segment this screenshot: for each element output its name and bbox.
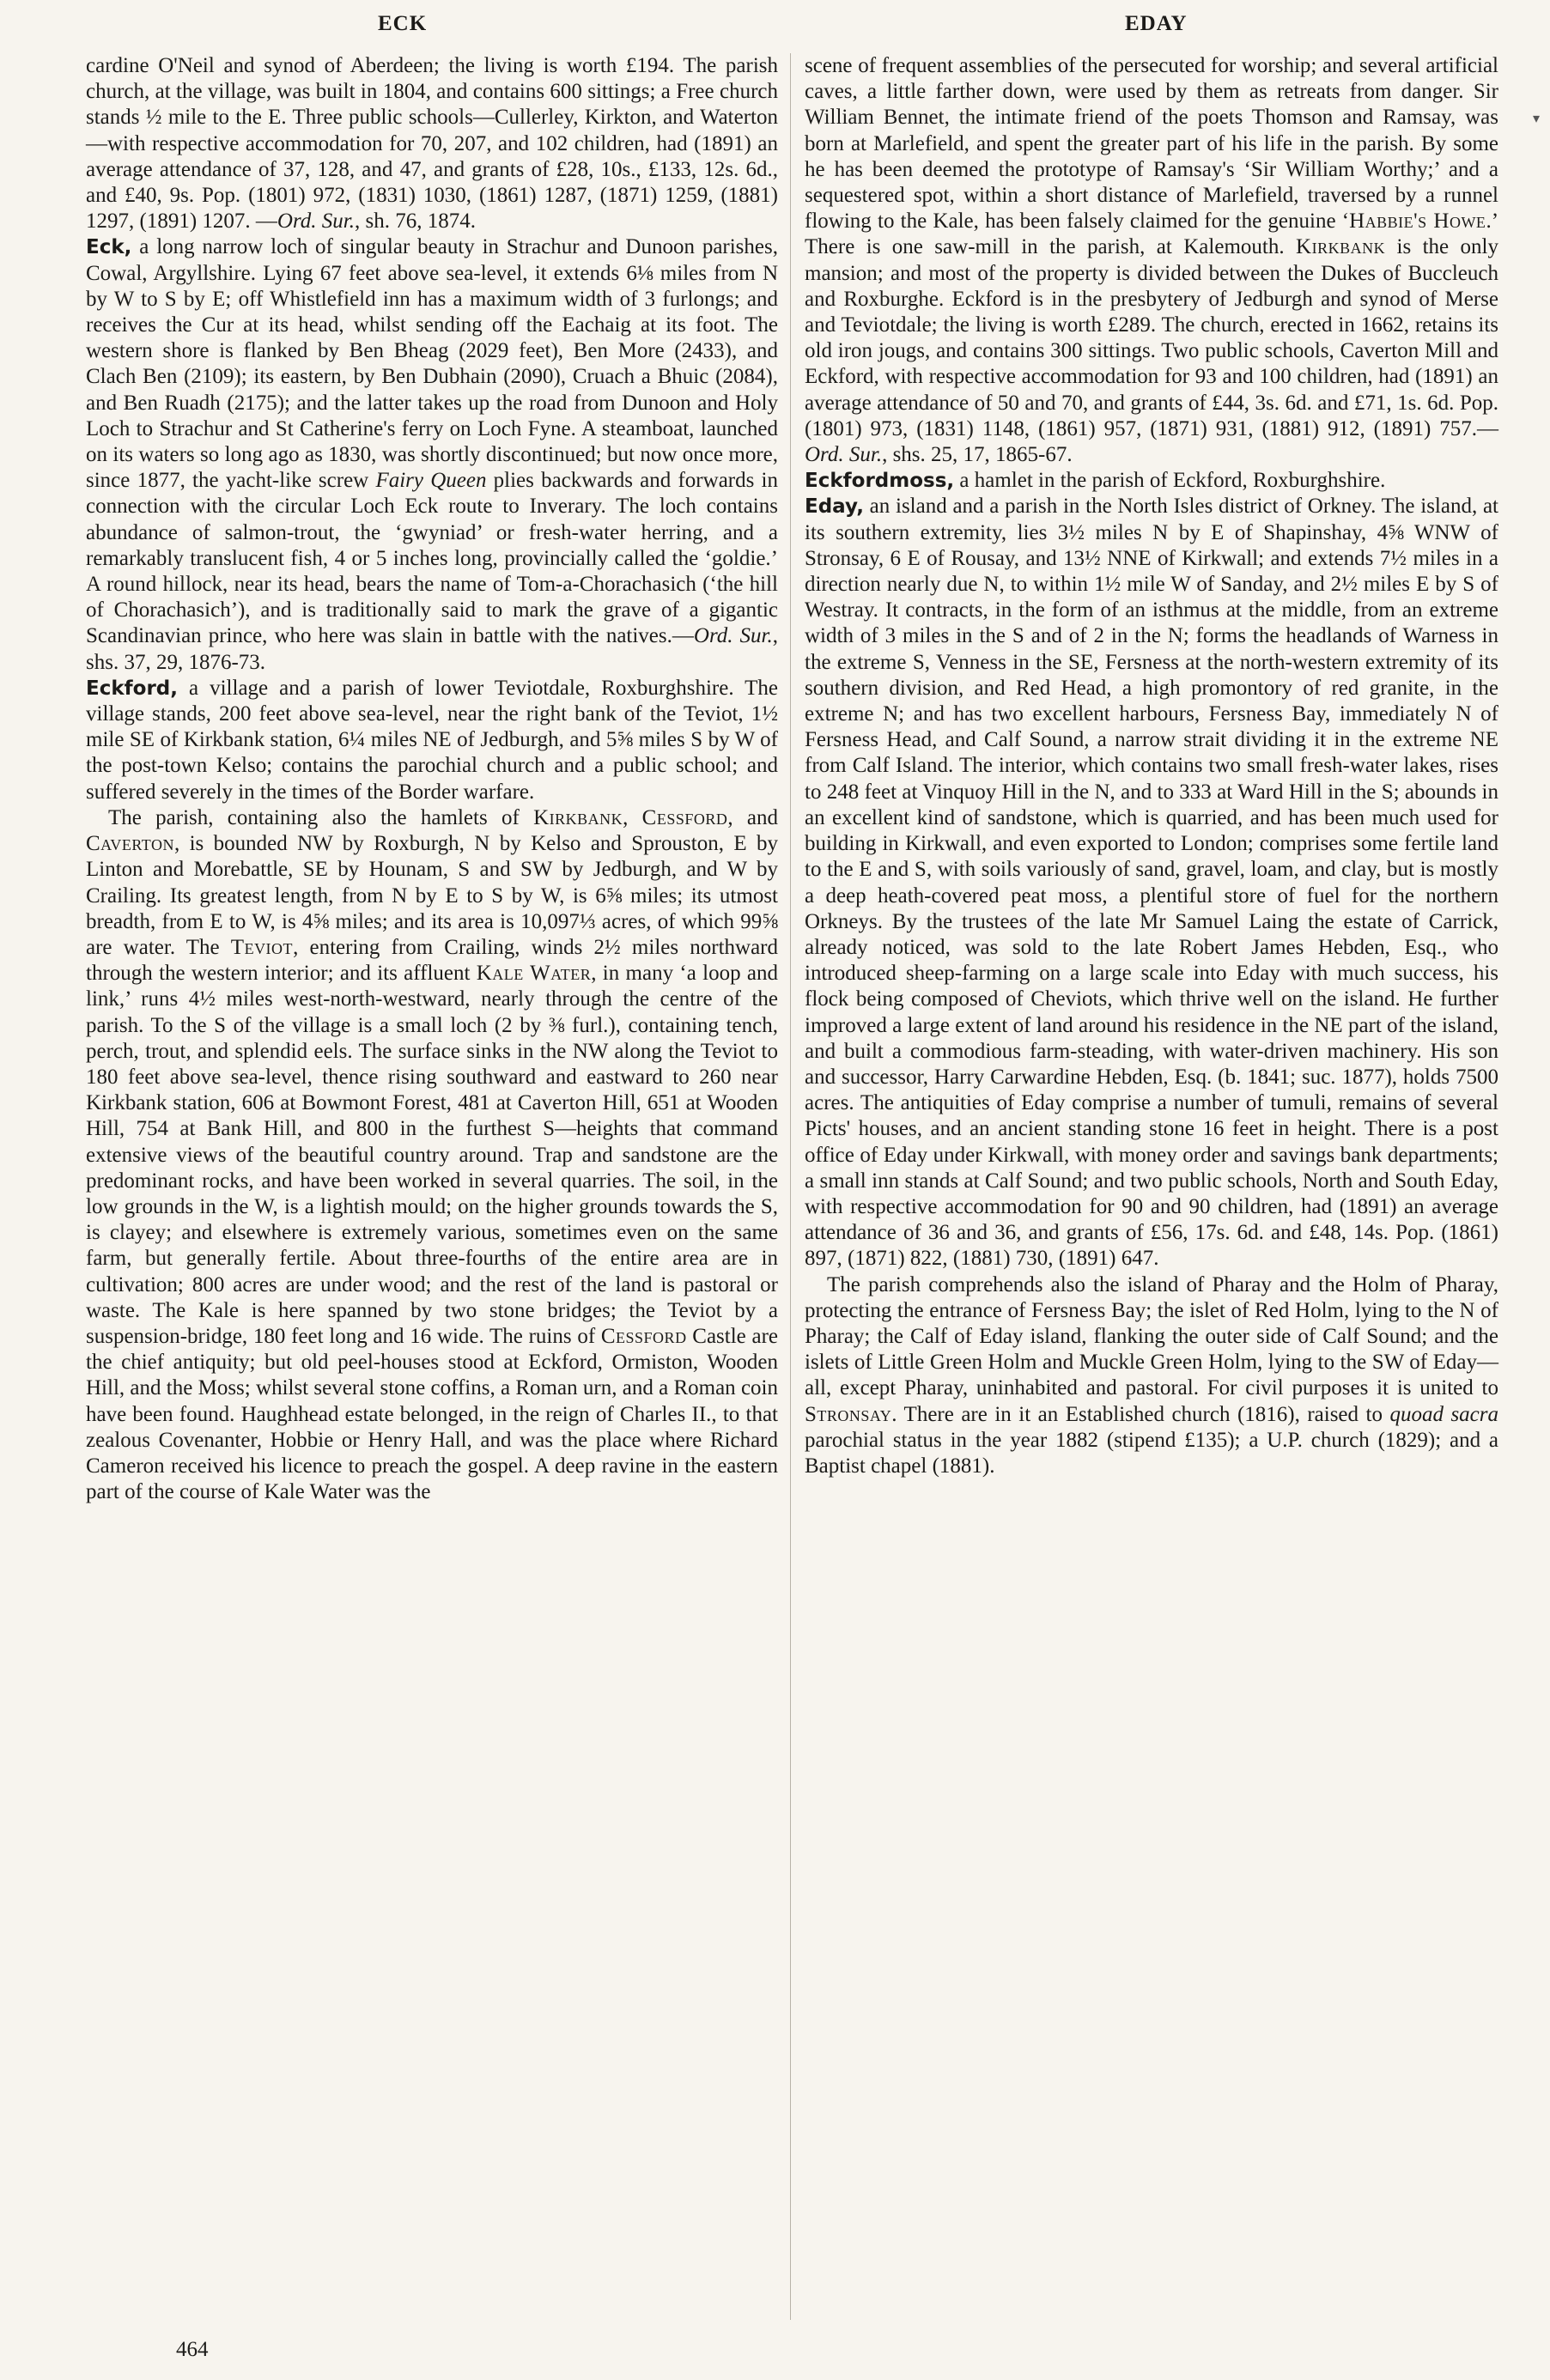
text-run: , and bbox=[727, 805, 778, 829]
headword-eday: Eday, bbox=[805, 495, 864, 519]
text-run: plies backwards and forwards in connection with the circular Loch Eck route to Inverary. The loch contains abundance of salmon-trout, the ‘gwyniad’ or fresh-water herring, and a remarkably translucent fish, 4 or 5 inches long, provincially called the ‘goldie.’ A round hillock, near its head, bears the name of Tom-a-Chorachasich (‘the hill of Chorachasich’), and is traditionally said to mark the grave of a gigantic Scandinavian prince, who here was slain in battle with the natives.— bbox=[86, 469, 778, 648]
cross-ref: Teviot bbox=[230, 935, 294, 959]
headword-eckford: Eckford, bbox=[86, 677, 178, 700]
text-run: is the only mansion; and most of the property is divided between the Dukes of Buccleuch and Roxburghe. Eckford is in the presbytery of Jedburgh and synod of Merse and Teviotdale; the living is worth £289. The church, erected in 1662, retains its old iron jougs, and contains 300 sittings. Two public schools, Caverton Mill and Eckford, with respective accommodation for 93 and 100 children, had (1891) an average attendance of 50 and 70, and grants of £44, 3s. 6d. and £71, 1s. 6d. Pop. (1801) 973, (1831) 1148, (1861) 957, (1871) 931, (1881) 912, (1891) 757.— bbox=[805, 235, 1498, 440]
entry-eday bbox=[805, 494, 1498, 1272]
text-run: , shs. 25, 17, 1865-67. bbox=[882, 443, 1073, 467]
column-divider bbox=[790, 53, 791, 2320]
left-column bbox=[86, 53, 778, 1505]
paragraph-eday-parish bbox=[805, 1272, 1498, 1480]
ord-sur-ref: Ord. Sur. bbox=[277, 209, 355, 234]
text-run: parochial status in the year 1882 (stipend £135); a U.P. church (1829); and a Baptist chapel (1881). bbox=[805, 1428, 1498, 1478]
text-run: , is bounded NW by Roxburgh, N by Kelso and Sprouston, E by Linton and Morebattle, SE by Hounam, S and SW by Jedburgh, and W by Crailing. Its greatest length, from N by E to S by W, is 6⅝ miles; its utmost breadth, from E to W, is 4⅝ miles; and its area is 10,097⅓ acres, of which 99⅝ are water. The bbox=[86, 832, 778, 959]
cross-ref: Stronsay bbox=[805, 1402, 892, 1426]
text-run: Castle are the chief antiquity; but old peel-houses stood at Eckford, Ormiston, Wooden Hill, and the Moss; whilst several stone coffins, a Roman urn, and a Roman coin have been found. Haughhead estate belonged, in the reign of Charles II., to that zealous Covenanter, Hobbie or Henry Hall, and was the place where Richard Cameron received his licence to preach the gospel. A deep ravine in the eastern part of the course of Kale Water was the bbox=[86, 1324, 779, 1504]
text-run: , shs. 37, 29, 1876-73. bbox=[86, 624, 778, 674]
text-run: an island and a parish in the North Isles district of Orkney. The island, at its southern extremity, lies 3½ miles N by E of Shapinshay, 4⅝ WNW of Stronsay, 6 E of Rousay, and 13½ NNE of Kirkwall; and extends 7½ miles in a direction nearly due N, to within 1½ mile W of Sanday, and 2½ miles E by S of Westray. It contracts, in the form of an isthmus at the middle, from an extreme width of 3 miles in the S and of 2 in the N; forms the headlands of Warness in the extreme S, Venness in the SE, Fersness at the north-western extremity of its southern division, and Red Head, a high promontory of red granite, in the extreme N; and has two excellent harbours, Fersness Bay, immediately N of Fersness Head, and Calf Sound, a narrow strait dividing it in the extreme NE from Calf Island. The interior, which contains two small fresh-water lakes, rises to 248 feet at Vinquoy Hill in the N, and to 333 at Ward Hill in the S; abounds in an excellent kind of sandstone, which is quarried, and has been much used for building in Kirkwall, and even exported to London; comprises some fertile land to the E and S, with soils variously of sand, gravel, loam, and clay, but is mostly a deep heath-covered peat moss, a plentiful store of fuel for the northern Orkneys. By the trustees of the late Mr Samuel Laing the estate of Carrick, already noticed, was sold to the late Robert James Hebden, Esq., who introduced sheep-farming on a large scale into Eday with much success, his flock being composed of Cheviots, which thrive well on the island. He further improved a large extent of land around his residence in the NE part of the island, and built a commodious farm-steading, with water-driven machinery. His son and successor, Harry Carwardine Hebden, Esq. (b. 1841; suc. 1877), holds 7500 acres. The antiquities of Eday comprise a number of tumuli, remains of several Picts' houses, and an ancient standing stone 16 feet in height. There is a post office of Eday under Kirkwall, with money order and savings bank departments; a small inn stands at Calf Sound; and two public schools, North and South Eday, with respective accommodation for 90 and 90 children, had (1891) an average attendance of 36 and 36, and grants of £56, 17s. 6d. and £48, 14s. Pop. (1861) 897, (1871) 822, (1881) 730, (1891) 647. bbox=[805, 495, 1498, 1271]
paragraph-eckford-parish bbox=[86, 805, 778, 1505]
cross-ref: Kirkbank bbox=[533, 805, 623, 829]
headword-eck: Eck, bbox=[86, 236, 132, 259]
cross-ref: Kirkbank bbox=[1296, 235, 1386, 259]
text-run: a hamlet in the parish of Eckford, Roxburghshire. bbox=[954, 469, 1386, 493]
cross-ref: Cessford bbox=[641, 805, 728, 829]
cross-ref: Habbie's Howe bbox=[1349, 209, 1486, 234]
entry-eckford bbox=[86, 676, 778, 805]
text-run: , bbox=[623, 805, 642, 829]
margin-mark: ▾ bbox=[1533, 110, 1541, 126]
running-head-left: ECK bbox=[378, 12, 428, 35]
ord-sur-ref: Ord. Sur. bbox=[693, 624, 773, 648]
text-run: cardine O'Neil and synod of Aberdeen; the living is worth £194. The parish church, at the village, was built in 1804, and contains 600 sittings; a Free church stands ½ mile to the E. Three public schools—Cullerley, Kirkton, and Waterton—with respective accommodation for 70, 207, and 102 children, had (1891) an average attendance of 37, 128, and 47, and grants of £28, 10s., £133, 12s. 6d., and £40, 9s. Pop. (1801) 972, (1831) 1030, (1861) 1287, (1871) 1259, (1881) 1297, (1891) 1207. — bbox=[86, 54, 778, 234]
cross-ref: Kale Water bbox=[476, 962, 592, 986]
paragraph-eckford-continued bbox=[805, 53, 1498, 468]
vessel-name: Fairy Queen bbox=[375, 469, 487, 493]
cross-ref: Cessford bbox=[600, 1324, 687, 1348]
ord-sur-ref: Ord. Sur. bbox=[805, 443, 883, 467]
text-run: The parish, containing also the hamlets of bbox=[108, 805, 534, 829]
running-head-right: EDAY bbox=[1125, 12, 1188, 35]
right-column bbox=[805, 53, 1498, 1479]
entry-eck bbox=[86, 234, 778, 675]
text-run: .’ There is one saw-mill in the parish, at Kalemouth. bbox=[805, 209, 1499, 259]
cross-ref: Caverton bbox=[86, 832, 174, 856]
text-run: scene of frequent assemblies of the persecuted for worship; and several artificial caves, a little farther down, were used by them as retreats from danger. Sir William Bennet, the intimate friend of the poets Thomson and Ramsay, was born at Marlefield, and spent the greater part of his life in the parish. By some he has been deemed the prototype of Ramsay's ‘Sir William Worthy;’ and a sequestered spot, within a short distance of Marlefield, traversed by a runnel flowing to the Kale, has been falsely claimed for the genuine ‘ bbox=[805, 54, 1498, 234]
text-run: a village and a parish of lower Teviotdale, Roxburghshire. The village stands, 200 feet above sea-level, near the right bank of the Teviot, 1½ mile SE of Kirkbank station, 6¼ miles NE of Jedburgh, and 5⅝ miles S by W of the post-town Kelso; contains the parochial church and a public school; and suffered severely in the times of the Border warfare. bbox=[86, 676, 778, 804]
text-run: , entering from Crailing, winds 2½ miles northward through the western interior; and its affluent bbox=[86, 935, 778, 986]
text-run: The parish comprehends also the island of Pharay and the Holm of Pharay, protecting the entrance of Fersness Bay; the islet of Red Holm, lying to the N of Pharay; the Calf of Eday island, flanking the outer side of Calf Sound; and the islets of Little Green Holm and Muckle Green Holm, lying to the SW of Eday—all, except Pharay, uninhabited and pastoral. For civil purposes it is united to bbox=[805, 1272, 1498, 1400]
entry-eckfordmoss bbox=[805, 468, 1498, 494]
paragraph-ecclesgreig-continued bbox=[86, 53, 778, 234]
text-run: , sh. 76, 1874. bbox=[354, 209, 476, 234]
headword-eckfordmoss: Eckfordmoss, bbox=[805, 470, 955, 493]
latin-term: quoad sacra bbox=[1389, 1402, 1498, 1426]
text-run: a long narrow loch of singular beauty in Strachur and Dunoon parishes, Cowal, Argyllshire. Lying 67 feet above sea-level, it extends 6⅛ miles from N by W to S by E; off Whistlefield inn has a maximum width of 3 furlongs; and receives the Cur at its head, whilst sending off the Eachaig at its foot. The western shore is flanked by Ben Bheag (2029 feet), Ben More (2433), and Clach Ben (2109); its eastern, by Ben Dubhain (2090), Cruach a Bhuic (2084), and Ben Ruadh (2175); and the latter takes up the road from Dunoon and Holy Loch to Strachur and St Catherine's ferry on Loch Fyne. A steamboat, launched on its waters so long ago as 1830, was shortly discontinued; but now once more, since 1877, the yacht-like screw bbox=[86, 235, 778, 493]
text-run: . There are in it an Established church (1816), raised to bbox=[891, 1402, 1390, 1426]
page-number: 464 bbox=[176, 2338, 209, 2361]
text-run: , in many ‘a loop and link,’ runs 4½ miles west-north-westward, nearly through the centre of the parish. To the S of the village is a small loch (2 by ⅜ furl.), containing tench, perch, trout, and splendid eels. The surface sinks in the NW along the Teviot to 180 feet above sea-level, thence rising southward and eastward to 260 near Kirkbank station, 606 at Bowmont Forest, 481 at Caverton Hill, 651 at Wooden Hill, 754 at Bank Hill, and 800 in the furthest S—heights that command extensive views of the beautiful country around. Trap and sandstone are the predominant rocks, and have been worked in several quarries. The soil, in the low grounds in the W, is a lightish mould; on the higher grounds towards the S, is clayey; and elsewhere is extremely various, sometimes even on the same farm, but generally fertile. About three-fourths of the entire area are in cultivation; 800 acres are under wood; and the rest of the land is pastoral or waste. The Kale is here spanned by two stone bridges; the Teviot by a suspension-bridge, 180 feet long and 16 wide. The ruins of bbox=[86, 962, 778, 1348]
